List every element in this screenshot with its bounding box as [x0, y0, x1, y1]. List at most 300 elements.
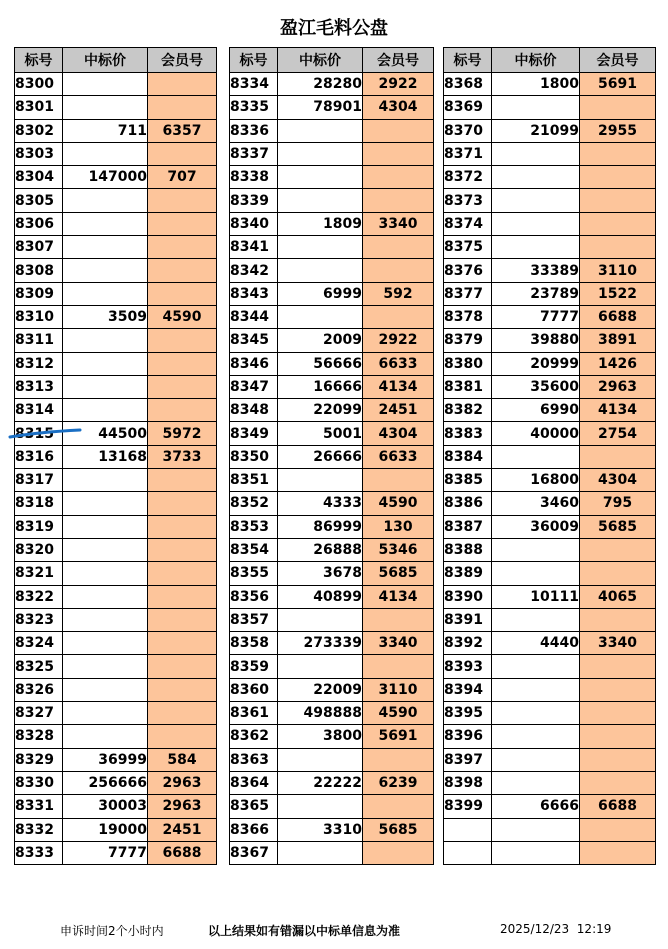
lot-code-cell: 8381: [444, 375, 492, 398]
member-number-cell: 6239: [363, 771, 434, 794]
lot-code-cell: 8396: [444, 725, 492, 748]
table-row: [15, 329, 217, 352]
table-row: [15, 841, 217, 864]
table-row: [230, 422, 434, 445]
header-price: 中标价: [278, 48, 363, 73]
winning-price-cell: [278, 259, 363, 282]
winning-price-cell: [278, 166, 363, 189]
member-number-cell: 3733: [148, 445, 217, 468]
winning-price-cell: 3509: [63, 305, 148, 328]
lot-code-cell: 8300: [15, 73, 63, 96]
member-number-cell: [363, 608, 434, 631]
table-row: [444, 119, 656, 142]
member-number-cell: [580, 655, 656, 678]
table-row: [15, 515, 217, 538]
member-number-cell: [363, 795, 434, 818]
header-member: 会员号: [148, 48, 217, 73]
lot-code-cell: [444, 841, 492, 864]
table-row: [230, 818, 434, 841]
table-row: [15, 469, 217, 492]
winning-price-cell: [492, 142, 580, 165]
lot-code-cell: 8329: [15, 748, 63, 771]
lot-code-cell: 8399: [444, 795, 492, 818]
winning-price-cell: 35600: [492, 375, 580, 398]
winning-price-cell: [63, 725, 148, 748]
table-row: [444, 259, 656, 282]
lot-code-cell: 8327: [15, 702, 63, 725]
table-row: [444, 352, 656, 375]
member-number-cell: 2451: [148, 818, 217, 841]
member-number-cell: 6633: [363, 352, 434, 375]
winning-price-cell: 10111: [492, 585, 580, 608]
table-row: [444, 818, 656, 841]
lot-code-cell: 8324: [15, 632, 63, 655]
table-header-row: [15, 48, 217, 73]
lot-code-cell: 8366: [230, 818, 278, 841]
lot-code-cell: 8337: [230, 142, 278, 165]
lot-code-cell: 8302: [15, 119, 63, 142]
member-number-cell: [148, 375, 217, 398]
table-row: [444, 515, 656, 538]
table-row: [230, 189, 434, 212]
member-number-cell: 3340: [363, 212, 434, 235]
lot-code-cell: 8305: [15, 189, 63, 212]
table-row: [230, 352, 434, 375]
member-number-cell: [148, 562, 217, 585]
member-number-cell: 4590: [148, 305, 217, 328]
table-row: [444, 678, 656, 701]
winning-price-cell: [278, 795, 363, 818]
member-number-cell: 3110: [580, 259, 656, 282]
winning-price-cell: [492, 771, 580, 794]
lot-code-cell: 8393: [444, 655, 492, 678]
winning-price-cell: [492, 702, 580, 725]
table-row: [230, 73, 434, 96]
lot-code-cell: 8334: [230, 73, 278, 96]
lot-code-cell: 8349: [230, 422, 278, 445]
member-number-cell: [363, 469, 434, 492]
table-row: [15, 282, 217, 305]
member-number-cell: [148, 538, 217, 561]
table-row: [444, 189, 656, 212]
table-row: [230, 632, 434, 655]
member-number-cell: 5685: [580, 515, 656, 538]
winning-price-cell: [278, 655, 363, 678]
lot-code-cell: 8338: [230, 166, 278, 189]
lot-code-cell: 8347: [230, 375, 278, 398]
member-number-cell: 3340: [363, 632, 434, 655]
auction-table-3: [443, 47, 656, 865]
table-row: [15, 818, 217, 841]
header-code: 标号: [444, 48, 492, 73]
lot-code-cell: 8390: [444, 585, 492, 608]
lot-code-cell: 8377: [444, 282, 492, 305]
member-number-cell: 5346: [363, 538, 434, 561]
lot-code-cell: 8309: [15, 282, 63, 305]
table-row: [444, 422, 656, 445]
lot-code-cell: 8351: [230, 469, 278, 492]
table-row: [15, 259, 217, 282]
table-row: [444, 562, 656, 585]
lot-code-cell: 8315: [15, 422, 63, 445]
lot-code-cell: 8344: [230, 305, 278, 328]
table-row: [444, 492, 656, 515]
lot-code-cell: 8379: [444, 329, 492, 352]
winning-price-cell: [278, 469, 363, 492]
table-row: [230, 212, 434, 235]
lot-code-cell: 8332: [15, 818, 63, 841]
member-number-cell: [148, 585, 217, 608]
winning-price-cell: 3460: [492, 492, 580, 515]
lot-code-cell: 8339: [230, 189, 278, 212]
winning-price-cell: [278, 305, 363, 328]
member-number-cell: [148, 492, 217, 515]
lot-code-cell: 8343: [230, 282, 278, 305]
table-row: [15, 119, 217, 142]
winning-price-cell: [63, 142, 148, 165]
winning-price-cell: 33389: [492, 259, 580, 282]
winning-price-cell: [63, 702, 148, 725]
lot-code-cell: 8363: [230, 748, 278, 771]
winning-price-cell: 5001: [278, 422, 363, 445]
table-row: [444, 655, 656, 678]
lot-code-cell: 8328: [15, 725, 63, 748]
lot-code-cell: [444, 818, 492, 841]
lot-code-cell: 8355: [230, 562, 278, 585]
winning-price-cell: 498888: [278, 702, 363, 725]
winning-price-cell: [492, 725, 580, 748]
table-row: [444, 142, 656, 165]
member-number-cell: [580, 166, 656, 189]
lot-code-cell: 8389: [444, 562, 492, 585]
member-number-cell: [580, 771, 656, 794]
table-row: [15, 655, 217, 678]
winning-price-cell: [63, 96, 148, 119]
table-row: [444, 305, 656, 328]
member-number-cell: [148, 189, 217, 212]
winning-price-cell: [63, 212, 148, 235]
table-row: [15, 492, 217, 515]
winning-price-cell: 7777: [63, 841, 148, 864]
lot-code-cell: 8394: [444, 678, 492, 701]
table-row: [444, 702, 656, 725]
member-number-cell: [580, 236, 656, 259]
table-row: [15, 166, 217, 189]
lot-code-cell: 8395: [444, 702, 492, 725]
table-row: [230, 655, 434, 678]
lot-code-cell: 8304: [15, 166, 63, 189]
table-header-row: [444, 48, 656, 73]
winning-price-cell: [63, 236, 148, 259]
winning-price-cell: 22222: [278, 771, 363, 794]
lot-code-cell: 8398: [444, 771, 492, 794]
winning-price-cell: [278, 748, 363, 771]
member-number-cell: [363, 166, 434, 189]
winning-price-cell: [63, 282, 148, 305]
lot-code-cell: 8357: [230, 608, 278, 631]
lot-code-cell: 8382: [444, 399, 492, 422]
winning-price-cell: 3678: [278, 562, 363, 585]
member-number-cell: [148, 236, 217, 259]
lot-code-cell: 8335: [230, 96, 278, 119]
lot-code-cell: 8380: [444, 352, 492, 375]
lot-code-cell: 8318: [15, 492, 63, 515]
member-number-cell: 6633: [363, 445, 434, 468]
table-row: [230, 305, 434, 328]
table-row: [15, 422, 217, 445]
lot-code-cell: 8313: [15, 375, 63, 398]
table-row: [230, 702, 434, 725]
member-number-cell: [148, 73, 217, 96]
table-row: [15, 352, 217, 375]
member-number-cell: [580, 748, 656, 771]
member-number-cell: [363, 119, 434, 142]
member-number-cell: 5691: [363, 725, 434, 748]
header-member: 会员号: [363, 48, 434, 73]
auction-table-1: [14, 47, 217, 865]
member-number-cell: 2955: [580, 119, 656, 142]
winning-price-cell: [492, 841, 580, 864]
member-number-cell: [148, 702, 217, 725]
table-row: [444, 166, 656, 189]
member-number-cell: [363, 259, 434, 282]
table-row: [230, 538, 434, 561]
member-number-cell: [580, 841, 656, 864]
lot-code-cell: 8360: [230, 678, 278, 701]
table-row: [15, 375, 217, 398]
table-row: [230, 469, 434, 492]
lot-code-cell: 8386: [444, 492, 492, 515]
member-number-cell: [580, 96, 656, 119]
winning-price-cell: [492, 445, 580, 468]
lot-code-cell: 8370: [444, 119, 492, 142]
winning-price-cell: 147000: [63, 166, 148, 189]
winning-price-cell: 711: [63, 119, 148, 142]
member-number-cell: [580, 538, 656, 561]
winning-price-cell: [63, 678, 148, 701]
winning-price-cell: [63, 189, 148, 212]
table-row: [15, 678, 217, 701]
lot-code-cell: 8317: [15, 469, 63, 492]
member-number-cell: [148, 96, 217, 119]
member-number-cell: [148, 399, 217, 422]
member-number-cell: 3891: [580, 329, 656, 352]
winning-price-cell: 22009: [278, 678, 363, 701]
member-number-cell: 4590: [363, 702, 434, 725]
winning-price-cell: [63, 73, 148, 96]
member-number-cell: [580, 189, 656, 212]
member-number-cell: [580, 212, 656, 235]
winning-price-cell: [492, 212, 580, 235]
table-row: [230, 585, 434, 608]
lot-code-cell: 8352: [230, 492, 278, 515]
winning-price-cell: 36009: [492, 515, 580, 538]
winning-price-cell: 40899: [278, 585, 363, 608]
member-number-cell: [580, 725, 656, 748]
table-row: [230, 725, 434, 748]
table-row: [230, 748, 434, 771]
member-number-cell: [363, 655, 434, 678]
lot-code-cell: 8376: [444, 259, 492, 282]
winning-price-cell: [492, 678, 580, 701]
lot-code-cell: 8323: [15, 608, 63, 631]
table-row: [15, 725, 217, 748]
member-number-cell: [148, 212, 217, 235]
winning-price-cell: 20999: [492, 352, 580, 375]
lot-code-cell: 8342: [230, 259, 278, 282]
winning-price-cell: [492, 608, 580, 631]
lot-code-cell: 8384: [444, 445, 492, 468]
table-row: [444, 212, 656, 235]
winning-price-cell: 6666: [492, 795, 580, 818]
lot-code-cell: 8336: [230, 119, 278, 142]
winning-price-cell: [63, 538, 148, 561]
header-code: 标号: [230, 48, 278, 73]
member-number-cell: [148, 608, 217, 631]
table-row: [15, 585, 217, 608]
member-number-cell: [363, 748, 434, 771]
lot-code-cell: 8301: [15, 96, 63, 119]
member-number-cell: 5685: [363, 818, 434, 841]
table-row: [444, 725, 656, 748]
winning-price-cell: [492, 236, 580, 259]
winning-price-cell: [63, 585, 148, 608]
winning-price-cell: [278, 119, 363, 142]
lot-code-cell: 8369: [444, 96, 492, 119]
winning-price-cell: 1809: [278, 212, 363, 235]
table-row: [444, 632, 656, 655]
table-row: [230, 166, 434, 189]
table-row: [15, 702, 217, 725]
member-number-cell: 5685: [363, 562, 434, 585]
table-row: [444, 236, 656, 259]
table-row: [230, 678, 434, 701]
header-price: 中标价: [63, 48, 148, 73]
member-number-cell: 592: [363, 282, 434, 305]
winning-price-cell: [278, 142, 363, 165]
member-number-cell: 4134: [363, 585, 434, 608]
member-number-cell: [580, 608, 656, 631]
winning-price-cell: 19000: [63, 818, 148, 841]
winning-price-cell: 1800: [492, 73, 580, 96]
lot-code-cell: 8385: [444, 469, 492, 492]
lot-code-cell: 8361: [230, 702, 278, 725]
winning-price-cell: [63, 562, 148, 585]
member-number-cell: [363, 841, 434, 864]
winning-price-cell: 39880: [492, 329, 580, 352]
lot-code-cell: 8368: [444, 73, 492, 96]
winning-price-cell: 273339: [278, 632, 363, 655]
winning-price-cell: [63, 515, 148, 538]
winning-price-cell: [63, 632, 148, 655]
winning-price-cell: 30003: [63, 795, 148, 818]
winning-price-cell: [278, 189, 363, 212]
footer-appeal-note: 申诉时间2个小时内: [60, 924, 164, 938]
member-number-cell: [148, 632, 217, 655]
member-number-cell: 6688: [580, 795, 656, 818]
member-number-cell: [148, 259, 217, 282]
winning-price-cell: [492, 655, 580, 678]
member-number-cell: [580, 818, 656, 841]
page-title: 盈江毛料公盘: [280, 18, 388, 39]
winning-price-cell: 21099: [492, 119, 580, 142]
winning-price-cell: 22099: [278, 399, 363, 422]
footer-disclaimer: 以上结果如有错漏以中标单信息为准: [208, 924, 401, 938]
table-row: [444, 73, 656, 96]
member-number-cell: [148, 515, 217, 538]
winning-price-cell: [63, 259, 148, 282]
winning-price-cell: 3800: [278, 725, 363, 748]
lot-code-cell: 8371: [444, 142, 492, 165]
winning-price-cell: 86999: [278, 515, 363, 538]
lot-code-cell: 8378: [444, 305, 492, 328]
table-row: [230, 562, 434, 585]
table-row: [15, 96, 217, 119]
table-row: [444, 282, 656, 305]
member-number-cell: [148, 142, 217, 165]
table-row: [444, 841, 656, 864]
table-row: [15, 73, 217, 96]
lot-code-cell: 8307: [15, 236, 63, 259]
lot-code-cell: 8391: [444, 608, 492, 631]
lot-code-cell: 8308: [15, 259, 63, 282]
table-row: [230, 236, 434, 259]
winning-price-cell: 40000: [492, 422, 580, 445]
winning-price-cell: [278, 236, 363, 259]
table-row: [230, 399, 434, 422]
winning-price-cell: [63, 492, 148, 515]
winning-price-cell: 256666: [63, 771, 148, 794]
winning-price-cell: [278, 608, 363, 631]
lot-code-cell: 8321: [15, 562, 63, 585]
member-number-cell: 2754: [580, 422, 656, 445]
member-number-cell: 4134: [363, 375, 434, 398]
table-row: [15, 795, 217, 818]
member-number-cell: [148, 282, 217, 305]
member-number-cell: 2963: [148, 795, 217, 818]
winning-price-cell: [63, 655, 148, 678]
member-number-cell: 707: [148, 166, 217, 189]
winning-price-cell: 26666: [278, 445, 363, 468]
member-number-cell: [363, 189, 434, 212]
member-number-cell: 6688: [580, 305, 656, 328]
table-row: [444, 538, 656, 561]
table-row: [15, 562, 217, 585]
table-row: [444, 445, 656, 468]
table-row: [15, 608, 217, 631]
member-number-cell: 2963: [148, 771, 217, 794]
winning-price-cell: 23789: [492, 282, 580, 305]
header-code: 标号: [15, 48, 63, 73]
winning-price-cell: 16800: [492, 469, 580, 492]
table-row: [230, 119, 434, 142]
lot-code-cell: 8345: [230, 329, 278, 352]
member-number-cell: 4304: [580, 469, 656, 492]
lot-code-cell: 8333: [15, 841, 63, 864]
winning-price-cell: [492, 748, 580, 771]
winning-price-cell: 56666: [278, 352, 363, 375]
lot-code-cell: 8353: [230, 515, 278, 538]
lot-code-cell: 8326: [15, 678, 63, 701]
winning-price-cell: 6999: [278, 282, 363, 305]
member-number-cell: 1426: [580, 352, 656, 375]
table-row: [15, 445, 217, 468]
winning-price-cell: 16666: [278, 375, 363, 398]
table-row: [444, 96, 656, 119]
winning-price-cell: [492, 818, 580, 841]
auction-table-2: [229, 47, 434, 865]
lot-code-cell: 8320: [15, 538, 63, 561]
